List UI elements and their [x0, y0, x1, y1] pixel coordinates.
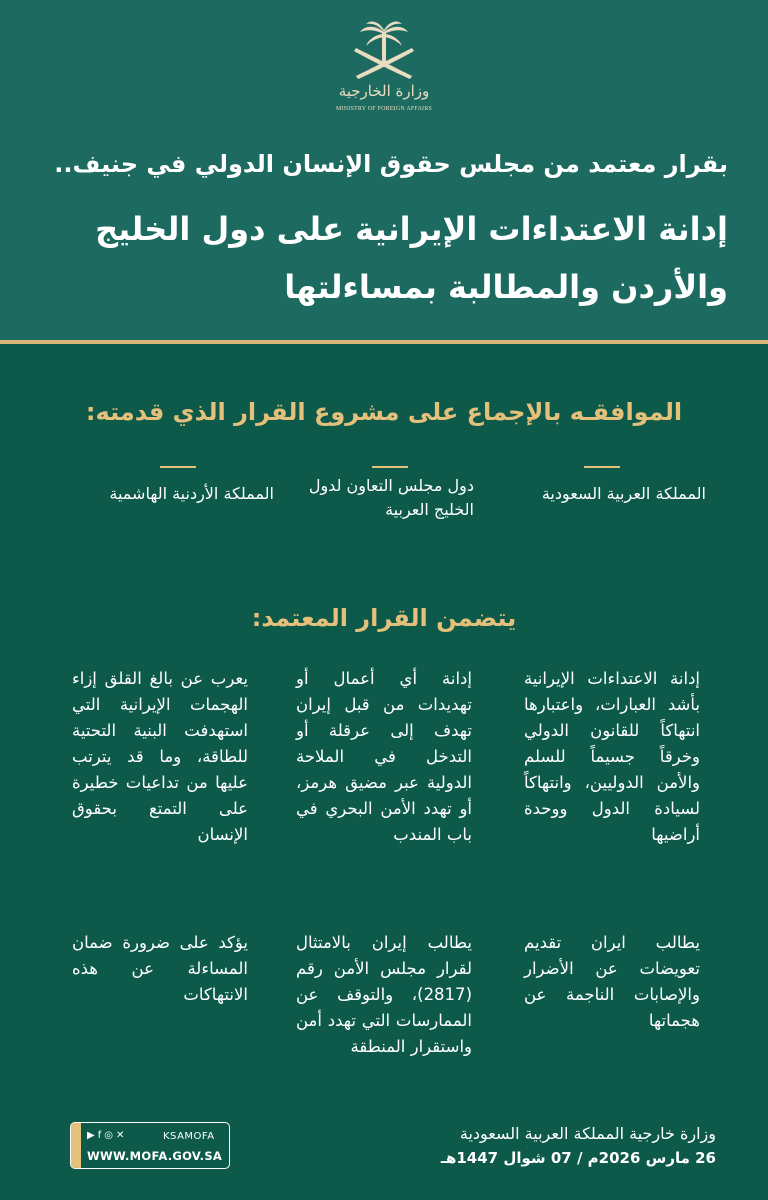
sponsor-jordan: المملكة الأردنية الهاشمية	[109, 484, 274, 503]
sponsor-saudi-arabia: المملكة العربية السعودية	[541, 484, 706, 503]
sponsor-divider	[584, 466, 620, 468]
logo-text-arabic: وزارة الخارجية	[338, 82, 430, 100]
instagram-icon[interactable]: ◎	[104, 1130, 114, 1141]
youtube-icon[interactable]: ▶	[87, 1130, 96, 1141]
social-handle[interactable]: KSAMOFA	[163, 1131, 215, 1142]
headline-title: إدانة الاعتداءات الإيرانية على دول الخليج والأردن والمطالبة بمساءلتها	[95, 210, 728, 306]
sponsor-divider	[372, 466, 408, 468]
footer-date: 26 مارس 2026م / 07 شوال 1447هـ	[440, 1149, 716, 1167]
resolution-item: يعرب عن بالغ القلق إزاء الهجمات الإيرانية التي استهدفت البنية التحتية للطاقة، وما قد يترتب عليها من تداعيات خطيرة على التمتع بحقوق الإنسان	[72, 669, 248, 844]
social-accent-bar	[71, 1123, 81, 1168]
ministry-logo	[334, 20, 434, 120]
x-icon[interactable]: ✕	[115, 1130, 126, 1141]
social-media-box	[70, 1122, 230, 1169]
logo-text-english: MINISTRY OF FOREIGN AFFAIRS	[336, 106, 432, 112]
resolution-item: إدانة الاعتداءات الإيرانية بأشد العبارات، واعتبارها انتهاكاً للقانون الدولي وخرقاً جسيماً للسلم والأمن الدوليين، وانتهاكاً لسيادة الدول ووحدة أراضيها	[524, 669, 700, 844]
palm-swords-emblem-icon	[334, 20, 434, 82]
footer-credit	[441, 1124, 716, 1167]
gold-divider	[0, 340, 768, 344]
header-panel	[0, 0, 768, 340]
approval-heading: الموافقـه بالإجماع على مشروع القرار الذي قدمته:	[85, 398, 683, 426]
footer-ministry: وزارة خارجية المملكة العربية السعودية	[459, 1124, 716, 1143]
resolution-item: إدانة أي أعمال أو تهديدات من قبل إيران تهدف إلى عرقلة أو التدخل في الملاحة الدولية عبر مضيق هرمز، أو تهدد الأمن البحري في باب المندب	[296, 669, 472, 844]
resolution-item: يطالب ايران تقديم تعويضات عن الأضرار والإصابات الناجمة عن هجماتها	[524, 933, 700, 1030]
website-link[interactable]: WWW.MOFA.GOV.SA	[87, 1149, 223, 1163]
headline-subtitle: بقرار معتمد من مجلس حقوق الإنسان الدولي في جنيف..	[54, 150, 728, 178]
resolution-item: يطالب إيران بالامتثال لقرار مجلس الأمن رقم (2817)، والتوقف عن الممارسات التي تهدد أمن واستقرار المنطقة	[296, 933, 472, 1056]
social-icons	[87, 1130, 127, 1141]
resolution-item: يؤكد على ضرورة ضمان المساءلة عن هذه الانتهاكات	[72, 933, 248, 1004]
resolution-heading: يتضمن القرار المعتمد:	[251, 604, 517, 632]
facebook-icon[interactable]: f	[97, 1130, 103, 1141]
sponsor-divider	[160, 466, 196, 468]
sponsor-gcc: دول مجلس التعاون لدول الخليج العربية	[308, 476, 474, 519]
